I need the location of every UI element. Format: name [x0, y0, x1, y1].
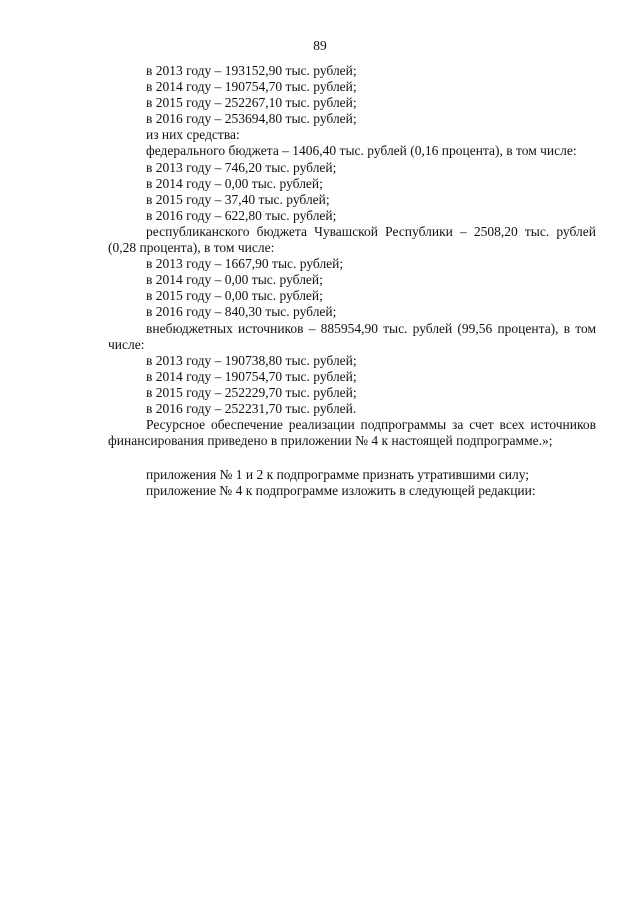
appendix-4-revision-line: приложение № 4 к подпрограмме изложить в следующей редакции: — [146, 483, 536, 499]
paragraph-gap — [108, 449, 596, 467]
extrabudgetary-2013: в 2013 году – 190738,80 тыс. рублей; — [146, 352, 357, 368]
funding-total-2015: в 2015 году – 252267,10 тыс. рублей; — [146, 95, 357, 111]
republican-2014: в 2014 году – 0,00 тыс. рублей; — [146, 272, 323, 288]
appendices-repeal-line: приложения № 1 и 2 к подпрограмме признать утратившими силу; — [146, 467, 530, 483]
resource-provision-paragraph: Ресурсное обеспечение реализации подпрограммы за счет всех источников финансирования приведено в приложении № 4 к настоящей подпрограмме.»; — [108, 417, 596, 449]
federal-2015: в 2015 году – 37,40 тыс. рублей; — [146, 191, 330, 207]
extrabudgetary-2016: в 2016 году – 252231,70 тыс. рублей. — [146, 400, 357, 416]
republican-2016: в 2016 году – 840,30 тыс. рублей; — [146, 304, 337, 320]
republican-2013: в 2013 году – 1667,90 тыс. рублей; — [146, 256, 344, 272]
funding-total-2014: в 2014 году – 190754,70 тыс. рублей; — [146, 79, 357, 95]
republican-2015: в 2015 году – 0,00 тыс. рублей; — [146, 288, 323, 304]
page-number: 89 — [313, 38, 327, 53]
federal-2014: в 2014 году – 0,00 тыс. рублей; — [146, 175, 323, 191]
federal-2013: в 2013 году – 746,20 тыс. рублей; — [146, 159, 337, 175]
funding-total-2013: в 2013 году – 193152,90 тыс. рублей; — [146, 63, 357, 78]
extrabudgetary-2015: в 2015 году – 252229,70 тыс. рублей; — [146, 384, 357, 400]
republican-budget-summary: республиканского бюджета Чувашской Республики – 2508,20 тыс. рублей (0,28 процента), в том числе: — [108, 223, 596, 256]
extrabudgetary-2014: в 2014 году – 190754,70 тыс. рублей; — [146, 368, 357, 384]
extrabudgetary-summary: внебюджетных источников – 885954,90 тыс. рублей (99,56 процента), в том числе: — [108, 320, 596, 352]
document-body — [108, 63, 596, 499]
sources-heading: из них средства: — [146, 127, 240, 143]
federal-budget-summary: федерального бюджета – 1406,40 тыс. рублей (0,16 процента), в том числе: — [146, 143, 577, 159]
federal-2016: в 2016 году – 622,80 тыс. рублей; — [146, 207, 337, 223]
funding-total-2016: в 2016 году – 253694,80 тыс. рублей; — [146, 111, 357, 127]
